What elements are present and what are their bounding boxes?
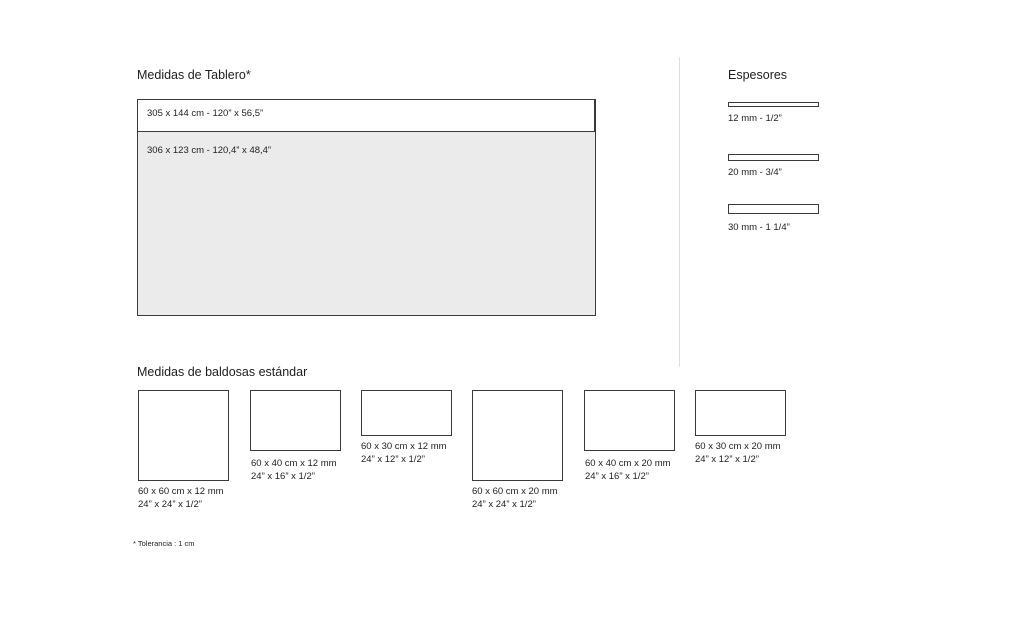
slab-sizes-title: Medidas de Tablero* [137, 68, 251, 82]
tile-60x60-20mm [472, 390, 563, 481]
slab-size-label-1: 305 x 144 cm - 120” x 56,5” [147, 108, 264, 119]
tile-label-metric-6: 60 x 30 cm x 20 mm [695, 441, 781, 452]
tile-label-imperial-2: 24” x 16” x 1/2” [251, 471, 315, 482]
slab-size-label-2: 306 x 123 cm - 120,4” x 48,4” [147, 145, 272, 156]
thickness-label-12mm: 12 mm - 1/2” [728, 113, 782, 124]
thickness-bar-12mm [728, 102, 819, 107]
thickness-label-20mm: 20 mm - 3/4” [728, 167, 782, 178]
tile-label-metric-5: 60 x 40 cm x 20 mm [585, 458, 671, 469]
tile-60x40-20mm [584, 390, 675, 451]
tile-label-imperial-6: 24” x 12” x 1/2” [695, 454, 759, 465]
tile-sizes-title: Medidas de baldosas estándar [137, 365, 308, 379]
thickness-title: Espesores [728, 68, 788, 82]
tile-label-metric-1: 60 x 60 cm x 12 mm [138, 486, 224, 497]
tile-label-imperial-4: 24” x 24” x 1/2” [472, 499, 536, 510]
thickness-label-30mm: 30 mm - 1 1/4” [728, 222, 790, 233]
tile-label-metric-4: 60 x 60 cm x 20 mm [472, 486, 558, 497]
tile-label-imperial-3: 24” x 12” x 1/2” [361, 454, 425, 465]
tolerance-footnote: * Tolerancia : 1 cm [133, 539, 195, 548]
tile-label-metric-3: 60 x 30 cm x 12 mm [361, 441, 447, 452]
tile-60x40-12mm [250, 390, 341, 451]
tile-label-imperial-5: 24” x 16” x 1/2” [585, 471, 649, 482]
tile-60x60-12mm [138, 390, 229, 481]
section-divider [679, 57, 680, 367]
thickness-bar-30mm [728, 204, 819, 214]
tile-60x30-20mm [695, 390, 786, 436]
tile-label-imperial-1: 24” x 24” x 1/2” [138, 499, 202, 510]
tile-60x30-12mm [361, 390, 452, 436]
thickness-bar-20mm [728, 154, 819, 161]
tile-label-metric-2: 60 x 40 cm x 12 mm [251, 458, 337, 469]
